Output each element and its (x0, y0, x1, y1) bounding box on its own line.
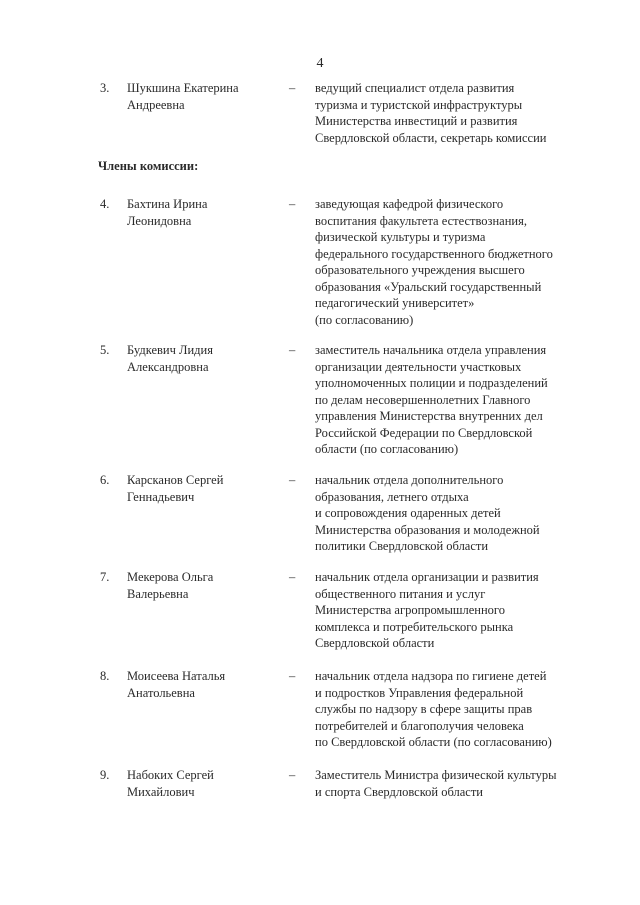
member-name: Будкевич Лидия Александровна (127, 343, 213, 374)
dash-separator: – (289, 197, 296, 211)
member-position: заместитель начальника отдела управления организации деятельности участковых уполномоченных полиции и подразделений по делам несовершеннолетних Главного управления Министерства внутренних дел Российской Федерации по Свердловской области (по согласованию) (315, 343, 548, 456)
entry-number: 5. (100, 343, 110, 357)
entry-number: 7. (100, 570, 110, 584)
entry-number: 4. (100, 197, 110, 211)
member-position: начальник отдела организации и развития общественного питания и услуг Министерства агропромышленного комплекса и потребительского рынка Свердловской области (315, 570, 539, 650)
member-name: Моисеева Наталья Анатольевна (127, 669, 226, 700)
member-name: Набоких Сергей Михайлович (127, 768, 214, 799)
entry-number: 3. (100, 81, 110, 95)
member-name: Бахтина Ирина Леонидовна (127, 197, 208, 228)
entry-number: 6. (100, 473, 110, 487)
member-name: Шукшина Екатерина Андреевна (127, 81, 239, 112)
page-number: 4 (316, 56, 324, 71)
entry-number: 9. (100, 768, 110, 782)
dash-separator: – (289, 669, 296, 683)
section-heading: Члены комиссии: (98, 159, 199, 173)
dash-separator: – (289, 768, 296, 782)
member-position: заведующая кафедрой физического воспитания факультета естествознания, физической культуры и туризма федерального государственного бюджетного образовательного учреждения высшего образования «Уральский государственный педагогический университет» (по согласованию) (315, 197, 553, 327)
dash-separator: – (289, 343, 296, 357)
member-position: Заместитель Министра физической культуры и спорта Свердловской области (315, 768, 557, 799)
entry-number: 8. (100, 669, 110, 683)
dash-separator: – (289, 81, 296, 95)
member-position: начальник отдела дополнительного образования, летнего отдыха и сопровождения одаренных детей Министерства образования и молодежной политики Свердловской области (315, 473, 540, 553)
dash-separator: – (289, 570, 296, 584)
member-name: Карсканов Сергей Геннадьевич (127, 473, 224, 504)
member-position: начальник отдела надзора по гигиене детей и подростков Управления федеральной службы по надзору в сфере защиты прав потребителей и благополучия человека по Свердловской области (по согласованию) (315, 669, 552, 749)
member-name: Мекерова Ольга Валерьевна (127, 570, 214, 601)
dash-separator: – (289, 473, 296, 487)
member-position: ведущий специалист отдела развития туризма и туристской инфраструктуры Министерства инвестиций и развития Свердловской области, секретарь комиссии (315, 81, 547, 145)
